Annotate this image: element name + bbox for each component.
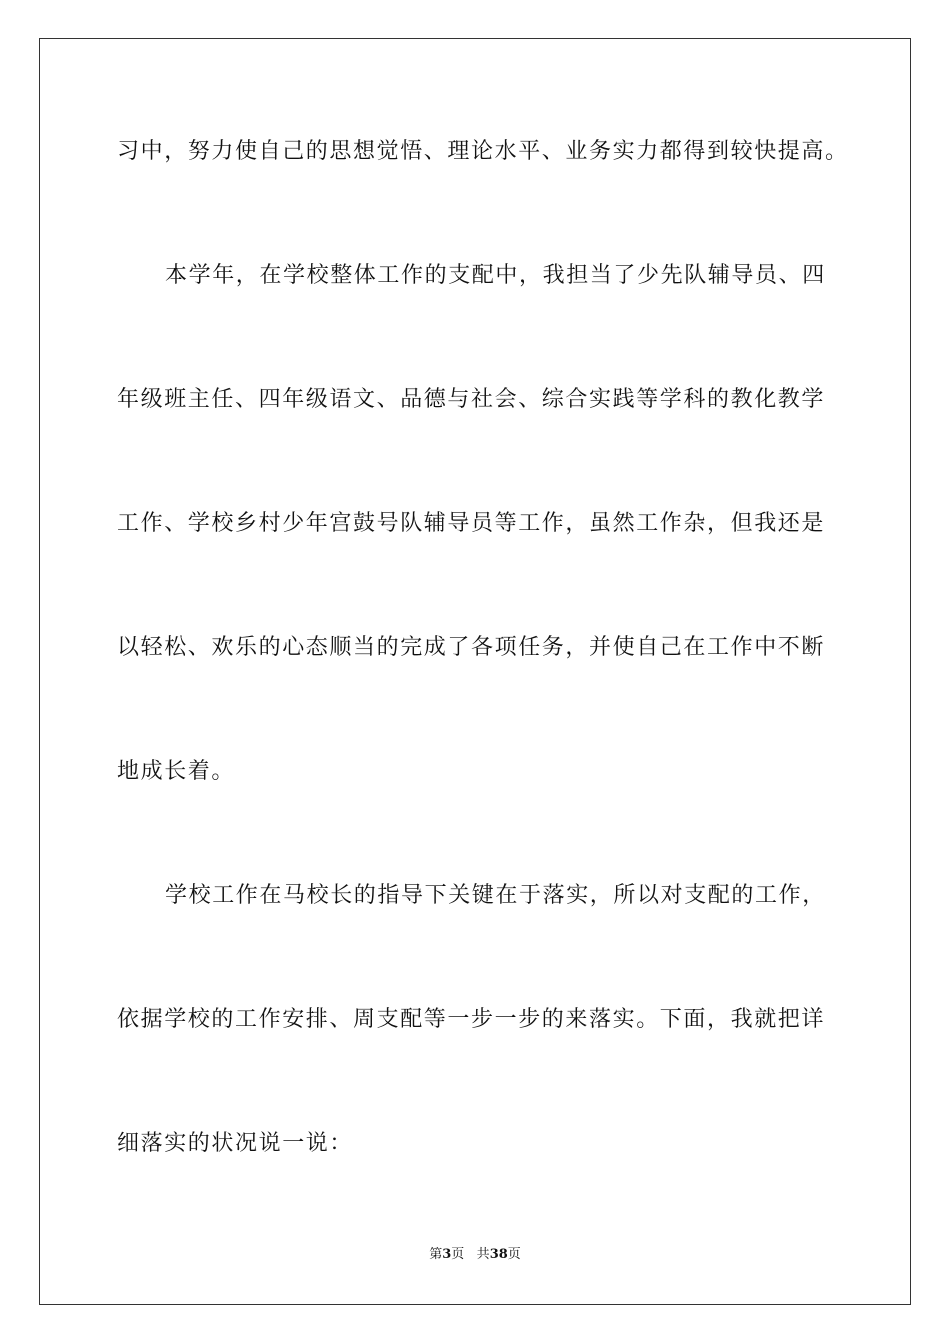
text-line-3: 年级班主任、四年级语文、品德与社会、综合实践等学科的教化教学 bbox=[117, 387, 826, 412]
footer-page-suffix: 页 bbox=[451, 1247, 465, 1262]
footer-total-suffix: 页 bbox=[507, 1247, 521, 1262]
text-line-6: 地成长着。 bbox=[117, 759, 236, 784]
page-border bbox=[39, 38, 911, 1305]
footer-page-number: 3 bbox=[442, 1247, 452, 1262]
text-line-8: 依据学校的工作安排、周支配等一步一步的来落实。下面，我就把详 bbox=[117, 1007, 826, 1032]
footer-page-prefix: 第 bbox=[429, 1247, 443, 1262]
footer-total-pages: 38 bbox=[489, 1247, 508, 1262]
page-footer bbox=[0, 1246, 950, 1264]
text-line-5: 以轻松、欢乐的心态顺当的完成了各项任务，并使自己在工作中不断 bbox=[117, 635, 826, 660]
text-line-9: 细落实的状况说一说： bbox=[117, 1131, 354, 1156]
footer-total-prefix: 共 bbox=[476, 1247, 490, 1262]
text-line-4: 工作、学校乡村少年宫鼓号队辅导员等工作，虽然工作杂，但我还是 bbox=[117, 511, 826, 536]
text-line-1: 习中，努力使自己的思想觉悟、理论水平、业务实力都得到较快提高。 bbox=[117, 139, 849, 164]
text-line-7: 学校工作在马校长的指导下关键在于落实，所以对支配的工作， bbox=[165, 883, 826, 908]
text-line-2: 本学年，在学校整体工作的支配中，我担当了少先队辅导员、四 bbox=[165, 263, 826, 288]
